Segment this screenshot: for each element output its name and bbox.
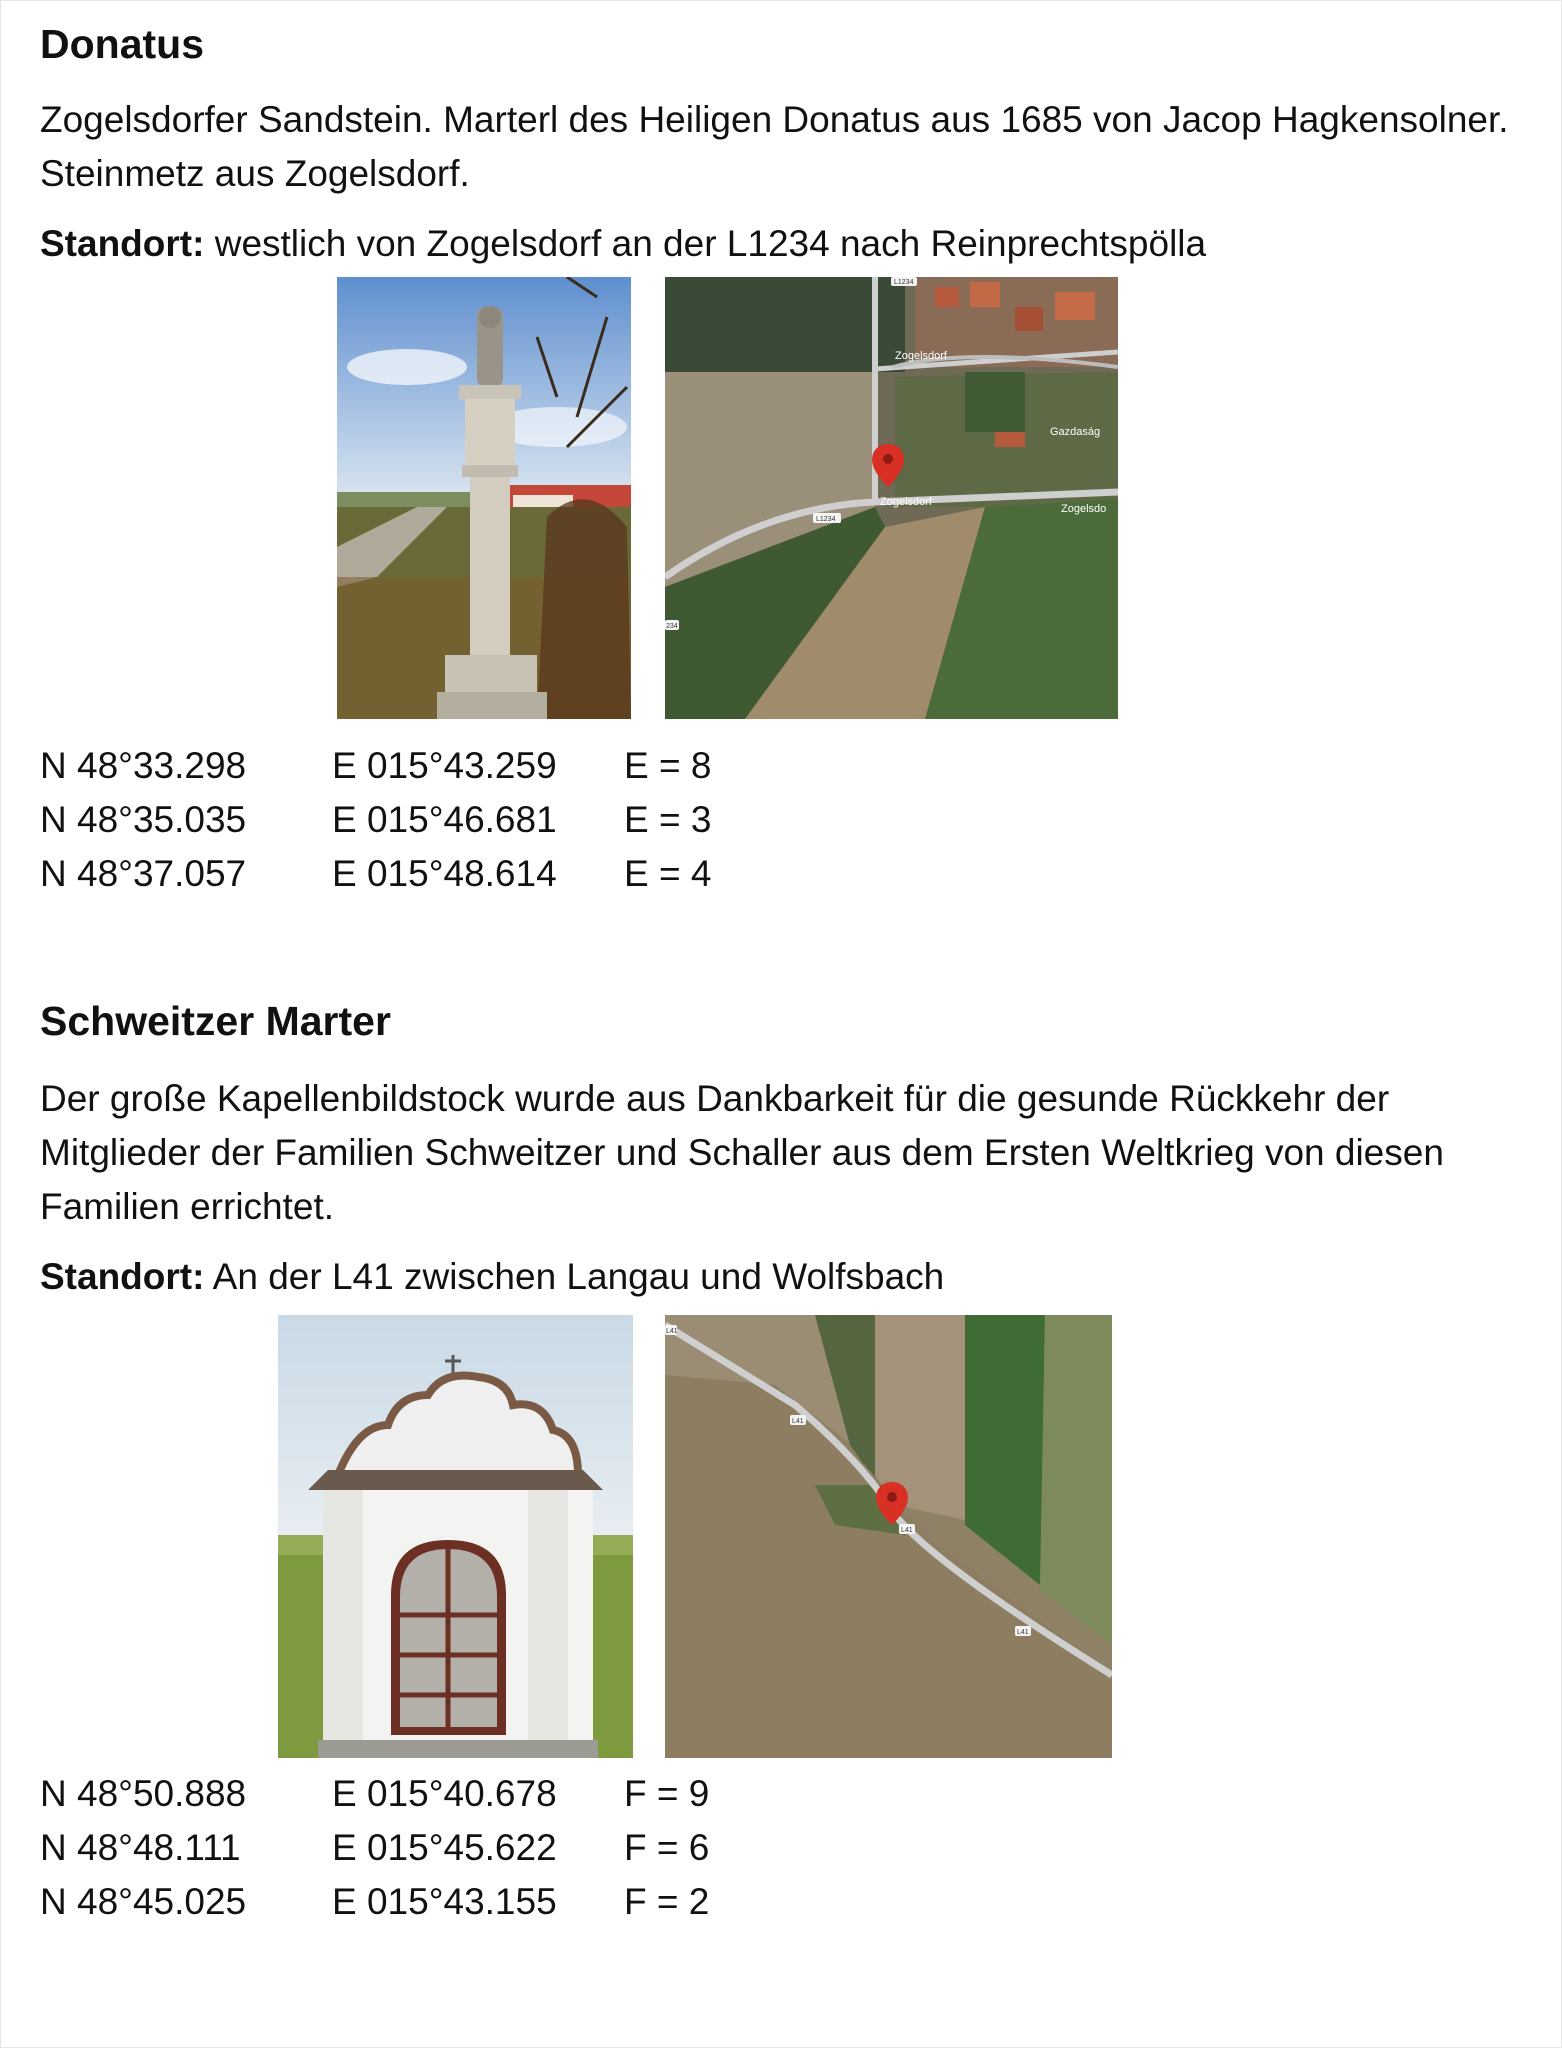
coord-north: N 48°37.057: [40, 853, 247, 894]
road-badge-l1234: L1234: [816, 516, 836, 523]
section-title-schweitzer-marter: Schweitzer Marter: [40, 998, 391, 1044]
section-description-schweitzer-marter: Der große Kapellenbildstock wurde aus Dankbarkeit für die gesunde Rückkehr der Mitglieder der Familien Schweitzer und Schaller aus dem Ersten Weltkrieg von diesen Familien errichtet.: [40, 1078, 1444, 1227]
location-label: Standort:: [40, 1256, 205, 1297]
section-description-donatus: Zogelsdorfer Sandstein. Marterl des Heiligen Donatus aus 1685 von Jacop Hagkensolner. Steinmetz aus Zogelsdorf.: [40, 99, 1509, 194]
coord-north: N 48°33.298: [40, 745, 247, 786]
location-label: Standort:: [40, 223, 205, 264]
road-badge-l41-3: L41: [901, 1527, 913, 1534]
coordinate-table-donatus: [40, 739, 744, 901]
section-title-donatus: Donatus: [40, 21, 204, 67]
coordinate-row: [40, 793, 744, 847]
coord-value: E = 8: [624, 745, 712, 786]
coordinate-row: [40, 1875, 744, 1929]
road-badge-234: 234: [666, 623, 678, 630]
map-schweitzer-marter: [665, 1315, 1112, 1758]
map-label-zogelsdorf-2: Zogelsdorf: [880, 496, 932, 508]
coord-east: E 015°40.678: [332, 1773, 557, 1814]
coord-north: N 48°48.111: [40, 1827, 241, 1868]
map-label-gazdasag: Gazdaság: [1050, 426, 1101, 438]
coordinate-table-schweitzer-marter: [40, 1767, 744, 1929]
map-label-zogelsdorf-1: Zogelsdorf: [895, 350, 947, 362]
coord-east: E 015°43.259: [332, 745, 557, 786]
map-donatus: [665, 277, 1118, 719]
coord-east: E 015°46.681: [332, 799, 557, 840]
coord-value: F = 6: [624, 1827, 710, 1868]
coordinate-row: [40, 739, 744, 793]
location-line-schweitzer-marter: [40, 1250, 1520, 1304]
coord-value: F = 2: [624, 1881, 710, 1922]
road-badge-l41-1: L41: [666, 1328, 678, 1335]
map-label-zogelsdo: Zogelsdo: [1061, 503, 1107, 515]
location-line-donatus: [40, 217, 1520, 271]
coord-value: E = 3: [624, 799, 712, 840]
coord-east: E 015°48.614: [332, 853, 557, 894]
location-text: An der L41 zwischen Langau und Wolfsbach: [204, 1256, 945, 1297]
coordinate-row: [40, 1821, 744, 1875]
location-text: westlich von Zogelsdorf an der L1234 nach Reinprechtspölla: [204, 223, 1207, 264]
coord-value: F = 9: [624, 1773, 710, 1814]
road-badge-l41-4: L41: [1017, 1629, 1029, 1636]
road-badge-l1234-top: L1234: [894, 279, 914, 286]
coord-north: N 48°35.035: [40, 799, 247, 840]
coord-value: E = 4: [624, 853, 712, 894]
coordinate-row: [40, 847, 744, 901]
coord-east: E 015°43.155: [332, 1881, 557, 1922]
coord-north: N 48°50.888: [40, 1773, 247, 1814]
road-badge-l41-2: L41: [792, 1418, 804, 1425]
photo-donatus-column: [337, 277, 631, 719]
coord-east: E 015°45.622: [332, 1827, 557, 1868]
coord-north: N 48°45.025: [40, 1881, 247, 1922]
photo-chapel: [278, 1315, 633, 1758]
coordinate-row: [40, 1767, 744, 1821]
